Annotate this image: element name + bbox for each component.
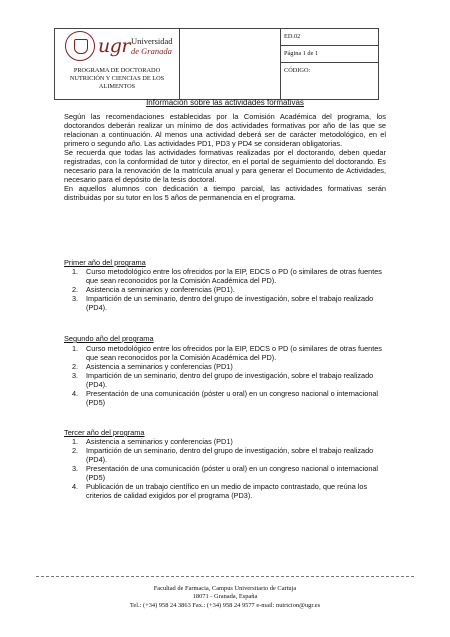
footer-divider [36,576,414,577]
list-item: 4. Presentación de una comunicación (póster u oral) en un congreso nacional o internacional (PD5) [72,389,379,407]
header-table [54,28,379,100]
university-wordmark: Universidad de Granada [131,36,173,56]
list-item: 3. Impartición de un seminario, dentro del grupo de investigación, sobre el trabajo realizado (PD4). [72,371,374,389]
paragraph: En aquellos alumnos con dedicación a tiempo parcial, las actividades formativas serán distribuidas por su tutor en los 5 años de permanencia en el programa. [64,184,386,202]
footer-contact: Tel.: (+34) 958 24 3863 Fax.: (+34) 958 24 9577 e-mail: nutricion@ugr.es [129,601,321,609]
year-1-list [64,267,386,312]
list-item: 1. Asistencia a seminarios y conferencias (PD1) [72,437,233,446]
list-item: 3. Impartición de un seminario, dentro del grupo de investigación, sobre el trabajo realizado (PD4). [72,294,374,312]
footer-address: Facultad de Farmacia, Campus Universitario de Cartuja [153,585,297,592]
document-title: Información sobre las actividades formativas [146,98,304,107]
list-item: 2. Asistencia a seminarios y conferencias (PD1). [72,285,235,294]
list-item: 1. Curso metodológico entre los ofrecidos por la EIP, EDCS o PD (o similares de otras fuentes que sean reconocidos por la Comisión Académica del PD). [72,267,382,285]
year-3-list [64,437,386,500]
ugr-mark: ugr [98,35,130,57]
list-item: 2. Asistencia a seminarios y conferencias (PD1) [72,362,233,371]
list-item: 1. Curso metodológico entre los ofrecidos por la EIP, EDCS o PD (o similares de otras fuentes que sean reconocidos por la Comisión Académica del PD). [72,344,382,362]
university-logo [65,31,175,67]
program-name: PROGRAMA DE DOCTORADO NUTRICIÓN Y CIENCIAS DE LOS ALIMENTOS [69,67,165,90]
year-1-heading: Primer año del programa [64,258,146,267]
intro-text [64,112,386,202]
page-cell: Página 1 de 1 [281,46,379,63]
year-3-heading: Tercer año del programa [64,428,145,437]
list-item: 3. Presentación de una comunicación (póster u oral) en un congreso nacional o internacional (PD5) [72,464,379,482]
footer-city: 18071 - Granada, España [192,593,258,601]
code-cell: CÓDIGO: [281,63,379,100]
paragraph: Según las recomendaciones establecidas por la Comisión Académica del programa, los doctorandos deberán realizar un mínimo de dos actividades formativas por año de las que se relacionan a continuación. Al menos una actividad deberá ser de carácter metodológico, en el primero o segundo año. Las actividades PD1, PD3 y PD4 se consideran obligatorias. [64,112,386,148]
logo-cell [55,29,180,100]
list-item: 2. Impartición de un seminario, dentro del grupo de investigación, sobre el trabajo realizado (PD4). [72,446,374,464]
year-2-heading: Segundo año del programa [64,334,154,343]
year-2-list [64,344,386,407]
list-item: 4. Publicación de un trabajo científico en un medio de impacto contrastado, que reúna los criterios de calidad exigidos por el programa (PD3). [72,482,368,500]
footer [0,585,450,610]
empty-cell [180,29,281,100]
paragraph: Se recuerda que todas las actividades formativas realizadas por el doctorando, deben quedar registradas, con la conformidad de tutor y director, en el portal de seguimiento del doctorando. Es necesario para la renovación de la matrícula anual y para generar el Documento de Actividades, necesario para el depósito de la tesis doctoral. [64,148,386,184]
ed-cell: ED.02 [281,29,379,46]
university-seal-icon [65,31,95,61]
